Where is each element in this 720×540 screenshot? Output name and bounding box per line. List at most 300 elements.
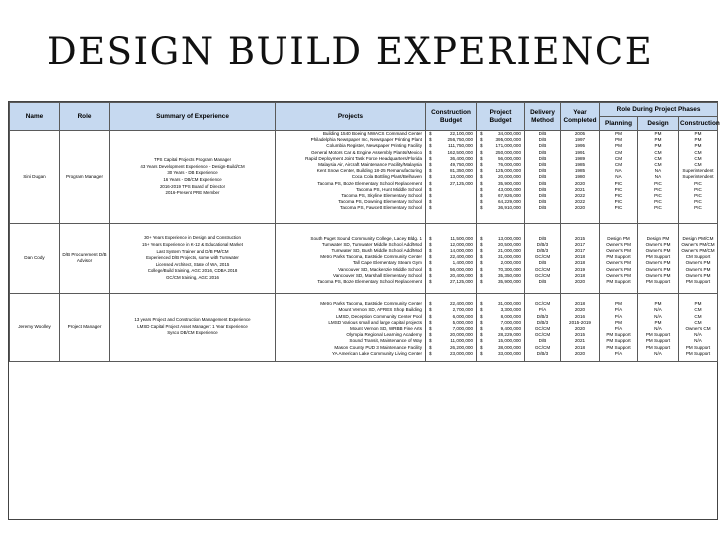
spacer-cell (638, 357, 679, 361)
construction-role: Owner's PM/CM (679, 242, 718, 248)
project-budget: 13,000,000 (498, 235, 521, 241)
design-role: PM (638, 301, 679, 307)
construction-budget: 22,100,000 (450, 131, 473, 136)
currency-symbol: $ (429, 235, 432, 241)
design-role: Owner's PM (638, 260, 679, 266)
planning-role: NA (600, 168, 638, 174)
planning-role: Design PM (600, 236, 638, 242)
currency-symbol: $ (429, 241, 432, 247)
planning-role: PIC (600, 205, 638, 211)
currency-symbol: $ (480, 350, 483, 356)
currency-symbol: $ (480, 301, 483, 307)
project-name: Coca Cola Bottling Plant/Belhaven (276, 174, 426, 180)
project-budget: 31,000,000 (498, 254, 521, 260)
design-role: NA (638, 168, 679, 174)
construction-budget: 56,000,000 (450, 266, 473, 272)
construction-role: CM (679, 320, 718, 326)
project-name: Tacoma PS, Downing Elementary School (276, 199, 426, 205)
design-role: Owner's PM (638, 273, 679, 279)
construction-budget: 23,000,000 (450, 350, 473, 356)
currency-symbol: $ (429, 199, 432, 205)
summary-line: 30+ Years Experience in Design and Construction (144, 235, 241, 241)
planning-role: PM Support (600, 279, 638, 285)
year-completed: 2020 (561, 326, 600, 332)
project-name: Tacoma PS, Skyline Elementary School (276, 193, 426, 199)
delivery-method: D/B/3 (525, 314, 561, 320)
project-budget: 21,000,000 (498, 248, 521, 254)
header-planning: Planning (600, 117, 638, 131)
currency-symbol: $ (480, 260, 483, 266)
construction-role: CM (679, 307, 718, 313)
year-completed: 1995 (561, 143, 600, 149)
year-completed: 1989 (561, 156, 600, 162)
planning-role: CM (600, 156, 638, 162)
currency-symbol: $ (480, 143, 483, 149)
delivery-method: D/B (525, 279, 561, 285)
spacer-cell (426, 357, 477, 361)
year-completed: 2016 (561, 314, 600, 320)
construction-role: CM (679, 314, 718, 320)
construction-role: Owner's PM (679, 273, 718, 279)
design-role: PM Support (638, 332, 679, 338)
delivery-method: D/B (525, 131, 561, 138)
project-name: Tacoma PS, Fawcett Elementary School (276, 205, 426, 211)
currency-symbol: $ (429, 137, 432, 143)
construction-role: Design PM/CM (679, 236, 718, 242)
construction-budget: 11,000,000 (450, 338, 473, 344)
project-budget: 395,000,000 (495, 137, 521, 143)
construction-budget: 27,125,000 (450, 180, 473, 186)
delivery-method: D/B (525, 137, 561, 143)
project-budget: 125,000,000 (495, 168, 521, 174)
project-name: General Motors Car & Engine Assembly Plants/Mexico (276, 150, 426, 156)
delivery-method: D/B (525, 162, 561, 168)
delivery-method: GC/CM (525, 273, 561, 279)
construction-budget: 49,750,000 (450, 162, 473, 168)
currency-symbol: $ (480, 313, 483, 319)
currency-symbol: $ (429, 180, 432, 186)
summary-line: 2016-Present PRE Member (165, 190, 220, 196)
summary-line: GC/CM training, AGC 2016 (166, 274, 219, 280)
summary-line: Last System Trainer and D/B PM/CM (156, 248, 229, 254)
table-body (10, 131, 718, 362)
planning-role: PM Support (600, 254, 638, 260)
construction-role: PIC (679, 205, 718, 211)
planning-role: CM (600, 150, 638, 156)
spacer-cell (600, 357, 638, 361)
year-completed: 2015 (561, 332, 600, 338)
construction-budget: 36,400,000 (450, 155, 473, 161)
person-name: Dan Cody (10, 224, 60, 294)
construction-role: CM (679, 162, 718, 168)
header-year-completed: Year Completed (561, 103, 600, 131)
construction-role: PIC (679, 199, 718, 205)
construction-budget: 162,500,000 (447, 149, 473, 155)
construction-budget: 2,700,000 (452, 307, 473, 313)
design-role: CM (638, 156, 679, 162)
construction-budget: 14,000,000 (450, 248, 473, 254)
header-role: Role (60, 103, 110, 131)
project-budget: 20,000,000 (498, 174, 521, 180)
currency-symbol: $ (480, 186, 483, 192)
spacer-cell (477, 357, 525, 361)
spacer-cell (276, 357, 426, 361)
header-design: Design (638, 117, 679, 131)
year-completed: 2018 (561, 260, 600, 266)
currency-symbol: $ (429, 307, 432, 313)
design-role: PIC (638, 181, 679, 187)
construction-role: Owner's PM (679, 260, 718, 266)
currency-symbol: $ (429, 254, 432, 260)
project-name: Vancouver SD, Marshall Elementary School (276, 273, 426, 279)
year-completed: 2021 (561, 187, 600, 193)
design-role: N/A (638, 351, 679, 357)
project-budget: 64,229,000 (498, 199, 521, 205)
year-completed: 1997 (561, 137, 600, 143)
construction-budget: 26,200,000 (450, 344, 473, 350)
project-name: Olympia Regional Learning Academy (276, 332, 426, 338)
project-name: Kent Snow Center, Building 18-25 Remanufacturing (276, 168, 426, 174)
summary-line: 15+ Years Experience in K-12 & Educational Market (142, 241, 243, 247)
currency-symbol: $ (429, 260, 432, 266)
planning-role: NA (600, 174, 638, 180)
summary-line: 16 Years - DB/CM Experience (163, 177, 222, 183)
construction-role: PM (679, 301, 718, 307)
header-summary: Summary of Experience (110, 103, 276, 131)
year-completed: 2019 (561, 267, 600, 273)
project-budget: 2,000,000 (500, 260, 521, 266)
delivery-method: GC/CM (525, 267, 561, 273)
header-construction-budget: Construction Budget (426, 103, 477, 131)
project-name: Metro Parks Tacoma, Eastside Community Center (276, 301, 426, 307)
year-completed: 2020 (561, 205, 600, 211)
design-role: PIC (638, 205, 679, 211)
currency-symbol: $ (480, 319, 483, 325)
construction-role: PM Support (679, 279, 718, 285)
delivery-method: GC/CM (525, 254, 561, 260)
year-completed: 2015-2019 (561, 320, 600, 326)
summary-line: 30 Years - DB Experience (167, 170, 218, 176)
project-budget: 34,000,000 (498, 131, 521, 136)
project-budget: 35,900,000 (498, 180, 521, 186)
design-role: NA (638, 174, 679, 180)
summary-line: 13 years Project and Construction Management Experience (134, 317, 251, 323)
design-role: PIC (638, 187, 679, 193)
delivery-method: GC/CM (525, 332, 561, 338)
construction-role: PM Support (679, 351, 718, 357)
currency-symbol: $ (480, 174, 483, 180)
project-name: Tumwater SD, Tumwater Middle School Add/Mod (276, 242, 426, 248)
design-role: PM Support (638, 254, 679, 260)
experience-summary (110, 224, 276, 294)
design-role: PM (638, 131, 679, 138)
header-name: Name (10, 103, 60, 131)
currency-symbol: $ (480, 131, 483, 136)
summary-line: College/Build training, AGC 2016, CDBA 2018 (147, 268, 238, 274)
design-role: PIC (638, 199, 679, 205)
planning-role: PM (600, 301, 638, 307)
project-budget: 56,000,000 (498, 155, 521, 161)
design-role: N/A (638, 307, 679, 313)
planning-role: PM (600, 143, 638, 149)
year-completed: 2020 (561, 351, 600, 357)
project-budget-cell (477, 131, 525, 138)
project-budget: 3,300,000 (500, 307, 521, 313)
project-budget: 67,926,000 (498, 193, 521, 199)
construction-budget: 11,500,000 (450, 235, 473, 241)
design-role: Design PM (638, 236, 679, 242)
construction-role: Owner's PM/CM (679, 248, 718, 254)
spacer-cell (561, 357, 600, 361)
currency-symbol: $ (429, 131, 432, 136)
header-role-phases: Role During Project Phases (600, 103, 718, 117)
delivery-method: D/B (525, 143, 561, 149)
currency-symbol: $ (480, 332, 483, 338)
slide-title: DESIGN BUILD EXPERIENCE (47, 30, 654, 73)
year-completed: 2017 (561, 242, 600, 248)
planning-role: PM (600, 320, 638, 326)
summary-line: Licensed Architect, State of WA, 2015 (155, 261, 230, 267)
construction-role: Owner's PM (679, 267, 718, 273)
year-completed: 2018 (561, 345, 600, 351)
design-role: PM Support (638, 338, 679, 344)
construction-budget: 111,750,000 (448, 143, 473, 149)
construction-role: PIC (679, 193, 718, 199)
experience-table-frame (8, 101, 718, 520)
project-name: Columbia Register, Newspaper Printing Facility (276, 143, 426, 149)
construction-budget: 6,000,000 (452, 313, 473, 319)
design-role: N/A (638, 326, 679, 332)
construction-role: PM (679, 137, 718, 143)
project-name: Mason County PUD 3 Maintenance Facility (276, 345, 426, 351)
experience-table (9, 102, 718, 362)
currency-symbol: $ (480, 193, 483, 199)
delivery-method: D/B (525, 150, 561, 156)
planning-role: PM Support (600, 332, 638, 338)
currency-symbol: $ (480, 155, 483, 161)
project-budget: 70,300,000 (498, 266, 521, 272)
year-completed: 2022 (561, 193, 600, 199)
design-role: Owner's PM (638, 267, 679, 273)
project-name: Philadelphia Newspaper Inc, Newspaper Printing Plant (276, 137, 426, 143)
year-completed: 1985 (561, 168, 600, 174)
project-budget: 7,000,000 (500, 319, 521, 325)
currency-symbol: $ (429, 149, 432, 155)
currency-symbol: $ (429, 338, 432, 344)
project-name: LMSD, Deception Community Center Pool (276, 314, 426, 320)
currency-symbol: $ (480, 326, 483, 332)
planning-role: PIC (600, 193, 638, 199)
project-name: Malaysia Air, Aircraft Maintenance Facility/Malaysia (276, 162, 426, 168)
year-completed: 2020 (561, 279, 600, 285)
person-role: Project Manager (60, 293, 110, 361)
header-delivery-method: Delivery Method (525, 103, 561, 131)
planning-role: Owner's PM (600, 273, 638, 279)
year-completed: 2005 (561, 131, 600, 138)
construction-role: Superintendent (679, 174, 718, 180)
delivery-method: GC/CM (525, 326, 561, 332)
currency-symbol: $ (429, 279, 432, 285)
summary-line: TPS Capital Projects Program Manager (153, 157, 232, 163)
experience-summary (110, 293, 276, 361)
construction-budget: 22,400,000 (450, 301, 473, 307)
person-name: Jeremy Woolley (10, 293, 60, 361)
year-completed: 2015 (561, 236, 600, 242)
delivery-method: D/B/3 (525, 248, 561, 254)
delivery-method: D/B/3 (525, 320, 561, 326)
project-name: Metro Parks Tacoma, Eastside Community Center (276, 254, 426, 260)
currency-symbol: $ (480, 272, 483, 278)
planning-role: PM Support (600, 338, 638, 344)
delivery-method: D/B (525, 187, 561, 193)
design-role: PIC (638, 193, 679, 199)
construction-role: PM (679, 143, 718, 149)
delivery-method: D/B (525, 181, 561, 187)
project-budget: 171,000,000 (495, 143, 521, 149)
design-role: PM Support (638, 279, 679, 285)
design-role: PM Support (638, 345, 679, 351)
year-completed: 2022 (561, 199, 600, 205)
delivery-method: D/B/3 (525, 351, 561, 357)
delivery-method: GC/CM (525, 345, 561, 351)
planning-role: Owner's PM (600, 242, 638, 248)
construction-budget: 81,350,000 (450, 168, 473, 174)
currency-symbol: $ (480, 168, 483, 174)
currency-symbol: $ (480, 344, 483, 350)
design-role: CM (638, 162, 679, 168)
project-name: Tumwater SD, Bush Middle School Add/Mod (276, 248, 426, 254)
project-name: Mount Vernon SD, WRBB Fine Arts (276, 326, 426, 332)
year-completed: 1980 (561, 174, 600, 180)
construction-budget: 13,000,000 (450, 174, 473, 180)
construction-budget: 22,400,000 (450, 254, 473, 260)
header-project-budget: Project Budget (477, 103, 525, 131)
currency-symbol: $ (429, 301, 432, 307)
project-name: LMSD Various small and large capital projects (276, 320, 426, 326)
planning-role: PM (600, 131, 638, 138)
currency-symbol: $ (429, 174, 432, 180)
currency-symbol: $ (480, 137, 483, 143)
project-name: Vancouver SD, Mackenzie Middle School (276, 267, 426, 273)
planning-role: P/A (600, 326, 638, 332)
delivery-method: P/A (525, 307, 561, 313)
project-name: Tacoma PS, Boze Elementary School Replacement (276, 279, 426, 285)
design-role: PM (638, 320, 679, 326)
project-budget: 9,400,000 (500, 326, 521, 332)
planning-role: P/A (600, 351, 638, 357)
currency-symbol: $ (429, 326, 432, 332)
delivery-method: D/B (525, 174, 561, 180)
currency-symbol: $ (429, 344, 432, 350)
construction-role: N/A (679, 332, 718, 338)
experience-summary (110, 131, 276, 224)
project-budget: 35,350,000 (498, 272, 521, 278)
planning-role: PM (600, 137, 638, 143)
construction-role: CM Support (679, 254, 718, 260)
design-role: Owner's PM (638, 242, 679, 248)
construction-budget: 7,000,000 (452, 326, 473, 332)
delivery-method: D/B (525, 193, 561, 199)
currency-symbol: $ (429, 266, 432, 272)
currency-symbol: $ (429, 168, 432, 174)
summary-line: 2016-2019 TPS Board of Director (159, 183, 226, 189)
construction-budget: 20,000,000 (450, 332, 473, 338)
currency-symbol: $ (480, 307, 483, 313)
planning-role: Owner's PM (600, 260, 638, 266)
planning-role: CM (600, 162, 638, 168)
currency-symbol: $ (480, 235, 483, 241)
construction-role: PIC (679, 181, 718, 187)
project-name: Tacoma PS, Hunt Middle School (276, 187, 426, 193)
construction-role: CM (679, 156, 718, 162)
year-completed: 2020 (561, 307, 600, 313)
planning-role: PM Support (600, 345, 638, 351)
construction-budget: 256,750,000 (447, 137, 473, 143)
year-completed: 2021 (561, 338, 600, 344)
project-name: Mount Vernon SD, AFRES Shop Building (276, 307, 426, 313)
construction-budget-cell (426, 131, 477, 138)
year-completed: 2017 (561, 248, 600, 254)
project-budget: 8,000,000 (500, 313, 521, 319)
project-budget: 36,910,000 (498, 205, 521, 211)
currency-symbol: $ (429, 272, 432, 278)
year-completed: 1991 (561, 150, 600, 156)
delivery-method: D/B (525, 260, 561, 266)
project-name: YA American Lake Community Living Center (276, 351, 426, 357)
spacer-cell (525, 357, 561, 361)
currency-symbol: $ (480, 338, 483, 344)
summary-line: Sysco DB/CM Experience (167, 330, 218, 336)
summary-line: LMSD Capital Project Asset Manager: 1 Year Experience (137, 323, 248, 329)
currency-symbol: $ (480, 248, 483, 254)
delivery-method: D/B/3 (525, 242, 561, 248)
year-completed: 1985 (561, 162, 600, 168)
construction-role: PM (679, 131, 718, 138)
currency-symbol: $ (429, 186, 432, 192)
currency-symbol: $ (480, 162, 483, 168)
year-completed: 2018 (561, 254, 600, 260)
design-role: N/A (638, 314, 679, 320)
currency-symbol: $ (429, 162, 432, 168)
planning-role: Owner's PM (600, 248, 638, 254)
header-construction: Construction (679, 117, 718, 131)
header-projects: Projects (276, 103, 426, 131)
project-budget: 33,000,000 (498, 350, 521, 356)
currency-symbol: $ (480, 279, 483, 285)
currency-symbol: $ (480, 241, 483, 247)
delivery-method: D/B (525, 236, 561, 242)
project-budget: 35,900,000 (498, 279, 521, 285)
year-completed: 2018 (561, 273, 600, 279)
design-role: CM (638, 150, 679, 156)
construction-role: CM (679, 150, 718, 156)
construction-role: Superintendent (679, 168, 718, 174)
project-name: Tall Cape Elementary Steam Gym (276, 260, 426, 266)
table-header (10, 103, 718, 131)
currency-symbol: $ (429, 332, 432, 338)
project-budget: 76,000,000 (498, 162, 521, 168)
currency-symbol: $ (429, 205, 432, 211)
table-row (10, 131, 718, 138)
construction-role: PIC (679, 187, 718, 193)
planning-role: Owner's PM (600, 267, 638, 273)
construction-role: N/A (679, 338, 718, 344)
planning-role: PIC (600, 187, 638, 193)
currency-symbol: $ (480, 254, 483, 260)
person-name: Sini Dugan (10, 131, 60, 224)
construction-budget: 1,400,000 (452, 260, 473, 266)
currency-symbol: $ (480, 266, 483, 272)
